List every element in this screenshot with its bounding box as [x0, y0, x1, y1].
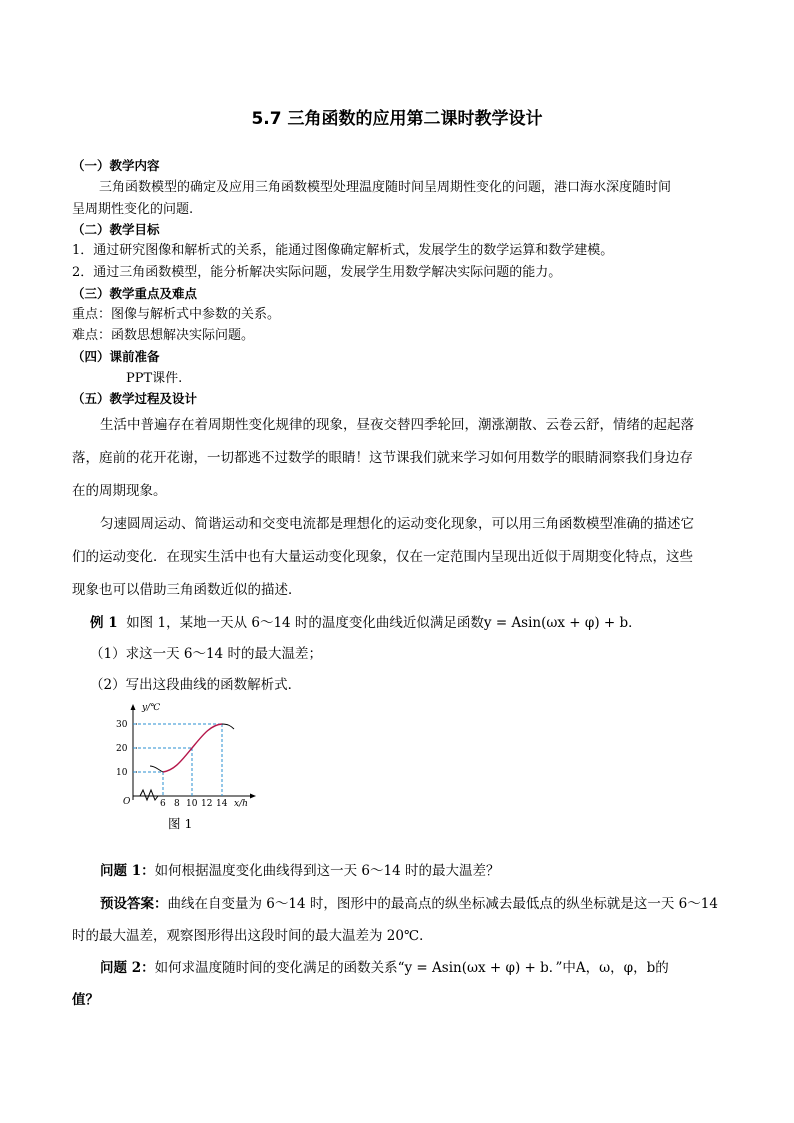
example-text: 如图 1，某地一天从 6～14 时的温度变化曲线近似满足函数y = Asin(ωx + φ) + b． [126, 615, 642, 631]
process-paragraph-line: 落，庭前的花开花谢，一切都逃不过数学的眼睛！这节课我们就来学习如何用数学的眼睛洞察我们身边存 [72, 450, 693, 466]
curve-extension-left [150, 766, 163, 772]
x-tick-label: 14 [216, 799, 228, 809]
process-paragraph-line: 匀速圆周运动、简谐运动和交变电流都是理想化的运动变化现象，可以用三角函数模型准确的描述它 [100, 516, 694, 532]
figure-caption: 图 1 [168, 816, 193, 831]
question-2 [100, 957, 669, 979]
y-axis-label: y/℃ [142, 703, 161, 713]
process-paragraph-line: 现象也可以借助三角函数近似的描述． [72, 582, 302, 598]
question-2-label: 问题 2： [100, 960, 155, 976]
y-axis-arrow [131, 704, 136, 710]
difficulty-text: 难点：函数思想解决实际问题。 [72, 328, 255, 343]
example-line [90, 612, 642, 634]
y-tick-label: 10 [116, 768, 128, 778]
section-heading-content: （一）教学内容 [72, 158, 160, 173]
page-title: 5.7 三角函数的应用第二课时教学设计 [251, 109, 543, 129]
x-axis-arrow [250, 794, 256, 799]
process-paragraph-line: 们的运动变化．在现实生活中也有大量运动变化现象，仅在一定范围内呈现出近似于周期变化特点，这些 [72, 549, 693, 565]
process-paragraph-line: 在的周期现象。 [72, 483, 167, 499]
content-text-line: 三角函数模型的确定及应用三角函数模型处理温度随时间呈周期性变化的问题，港口海水深度随时间 [99, 180, 672, 195]
question-2-continuation: 值？ [72, 992, 99, 1008]
process-paragraph-line: 生活中普遍存在着周期性变化规律的现象，昼夜交替四季轮回，潮涨潮散、云卷云舒，情绪的起起落 [100, 417, 694, 433]
x-tick-label: 12 [201, 799, 213, 809]
question-1 [100, 860, 499, 882]
y-tick-label: 20 [116, 744, 128, 754]
x-tick-label: 8 [174, 799, 180, 809]
example-question-1: （1）求这一天 6～14 时的最大温差； [90, 646, 322, 662]
section-heading-objectives: （二）教学目标 [72, 222, 160, 237]
curve-extension-right [222, 724, 234, 729]
y-tick-label: 30 [116, 720, 128, 730]
temperature-graph-svg [112, 700, 262, 810]
x-axis-label: x/h [234, 799, 248, 809]
question-1-label: 问题 1： [100, 863, 155, 879]
key-point-text: 重点：图像与解析式中参数的关系。 [72, 307, 281, 322]
question-2-text: 如何求温度随时间的变化满足的函数关系“y = Asin(ωx + φ) + b．”中A，ω，φ，b的 [154, 960, 669, 976]
section-heading-process: （五）教学过程及设计 [72, 391, 198, 406]
answer-label: 预设答案： [100, 896, 168, 912]
example-question-2: （2）写出这段曲线的函数解析式． [90, 677, 302, 693]
objective-item: 1．通过研究图像和解析式的关系，能通过图像确定解析式，发展学生的数学运算和数学建模。 [72, 243, 614, 258]
axis-break-icon [140, 790, 158, 800]
objective-item: 2．通过三角函数模型，能分析解决实际问题，发展学生用数学解决实际问题的能力。 [72, 265, 562, 280]
x-tick-label: 10 [186, 799, 198, 809]
section-heading-preparation: （四）课前准备 [72, 349, 160, 364]
content-text-line: 呈周期性变化的问题. [72, 202, 194, 217]
answer-line-2: 时的最大温差，观察图形得出这段时间的最大温差为 20℃． [72, 928, 433, 944]
answer-line-1 [100, 893, 718, 915]
x-tick-label: 6 [160, 799, 166, 809]
question-1-text: 如何根据温度变化曲线得到这一天 6～14 时的最大温差？ [154, 863, 500, 879]
temperature-graph [112, 700, 262, 814]
section-heading-key-points: （三）教学重点及难点 [72, 286, 198, 301]
preparation-item: PPT课件. [126, 371, 183, 386]
origin-label: O [123, 797, 131, 807]
example-label: 例 1 [90, 615, 118, 631]
answer-text: 曲线在自变量为 6～14 时，图形中的最高点的纵坐标减去最低点的纵坐标就是这一天 6～14 [167, 896, 718, 912]
